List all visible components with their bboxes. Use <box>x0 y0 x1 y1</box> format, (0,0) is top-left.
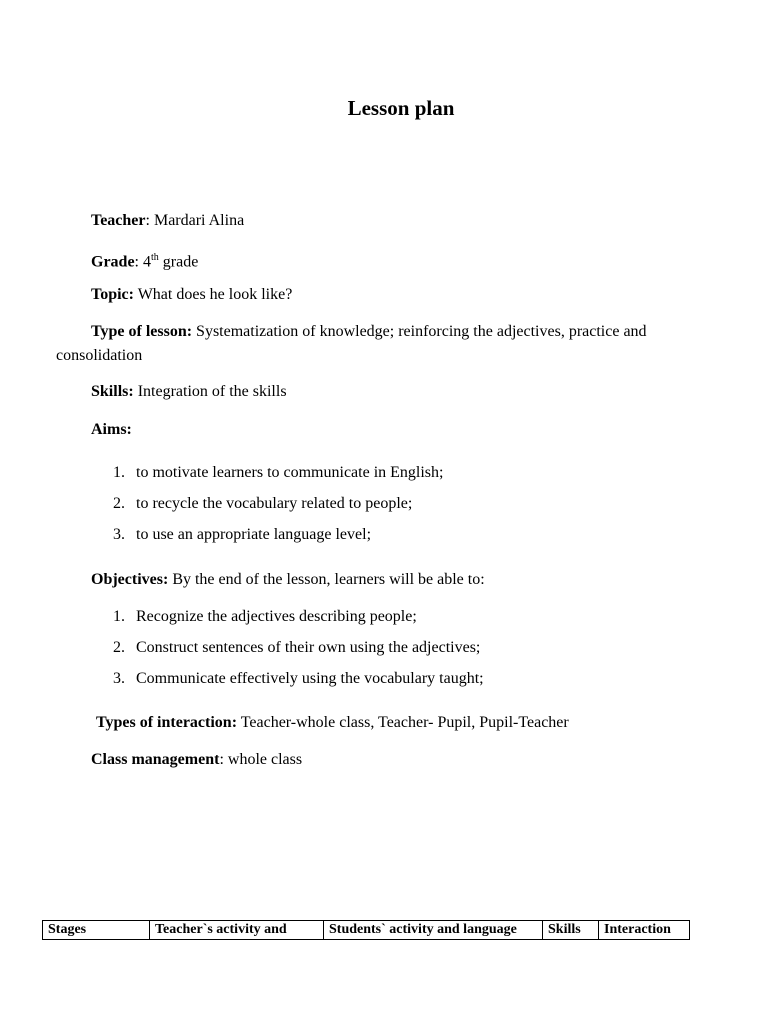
lesson-type-label: Type of lesson: <box>91 323 193 340</box>
table-header-cell: Students` activity and language <box>324 921 543 940</box>
skills-value: Integration of the skills <box>133 383 287 400</box>
list-item <box>113 523 443 554</box>
table-header-row <box>43 921 690 940</box>
list-number: 3. <box>113 670 125 687</box>
lesson-stages-table <box>42 920 690 940</box>
list-number: 2. <box>113 495 125 512</box>
interaction-value: Teacher-whole class, Teacher- Pupil, Pupil-Teacher <box>237 714 569 731</box>
grade-separator: : <box>134 253 143 271</box>
teacher-line <box>91 209 244 233</box>
lesson-type-value: Systematization of knowledge; reinforcing the adjectives, practice and consolidation <box>56 323 647 364</box>
topic-label: Topic: <box>91 286 134 303</box>
interaction-label: Types of interaction: <box>96 714 238 731</box>
management-line <box>91 748 302 772</box>
table-header-cell: Skills <box>543 921 599 940</box>
list-text: Construct sentences of their own using the adjectives; <box>136 639 481 656</box>
teacher-value: Mardari Alina <box>153 212 245 229</box>
aims-heading <box>91 418 132 442</box>
list-number: 1. <box>113 464 125 481</box>
document-title: Lesson plan <box>347 96 455 120</box>
lesson-type-line <box>56 320 696 368</box>
grade-suffix: th <box>151 252 159 263</box>
grade-label: Grade <box>91 253 135 271</box>
grade-number: 4 <box>143 253 151 271</box>
list-text: Recognize the adjectives describing people; <box>136 608 417 625</box>
topic-line <box>91 283 292 307</box>
list-item <box>113 667 484 698</box>
objectives-value: By the end of the lesson, learners will be able to: <box>168 571 485 588</box>
table-header-cell: Teacher`s activity and <box>150 921 324 940</box>
list-number: 2. <box>113 639 125 656</box>
table-header-cell: Interaction <box>599 921 690 940</box>
objectives-label: Objectives: <box>91 571 169 588</box>
list-number: 3. <box>113 526 125 543</box>
objectives-list <box>113 605 484 698</box>
grade-line <box>91 246 198 274</box>
list-item <box>113 461 443 492</box>
objectives-line <box>91 568 485 592</box>
aims-label: Aims: <box>91 421 132 438</box>
skills-label: Skills: <box>91 383 134 400</box>
list-text: to use an appropriate language level; <box>136 526 372 543</box>
list-item <box>113 492 443 523</box>
list-text: Communicate effectively using the vocabulary taught; <box>136 670 484 687</box>
list-item <box>113 605 484 636</box>
teacher-label: Teacher <box>91 212 146 229</box>
list-text: to recycle the vocabulary related to people; <box>136 495 413 512</box>
grade-value: grade <box>158 253 199 271</box>
topic-value: What does he look like? <box>133 286 293 303</box>
skills-line <box>91 380 287 404</box>
list-item <box>113 636 484 667</box>
table-header-cell: Stages <box>43 921 150 940</box>
management-value: : whole class <box>219 751 303 768</box>
management-label: Class management <box>91 751 220 768</box>
list-number: 1. <box>113 608 125 625</box>
list-text: to motivate learners to communicate in English; <box>136 464 444 481</box>
aims-list <box>113 461 443 554</box>
interaction-line <box>96 711 569 735</box>
teacher-separator: : <box>145 212 154 229</box>
